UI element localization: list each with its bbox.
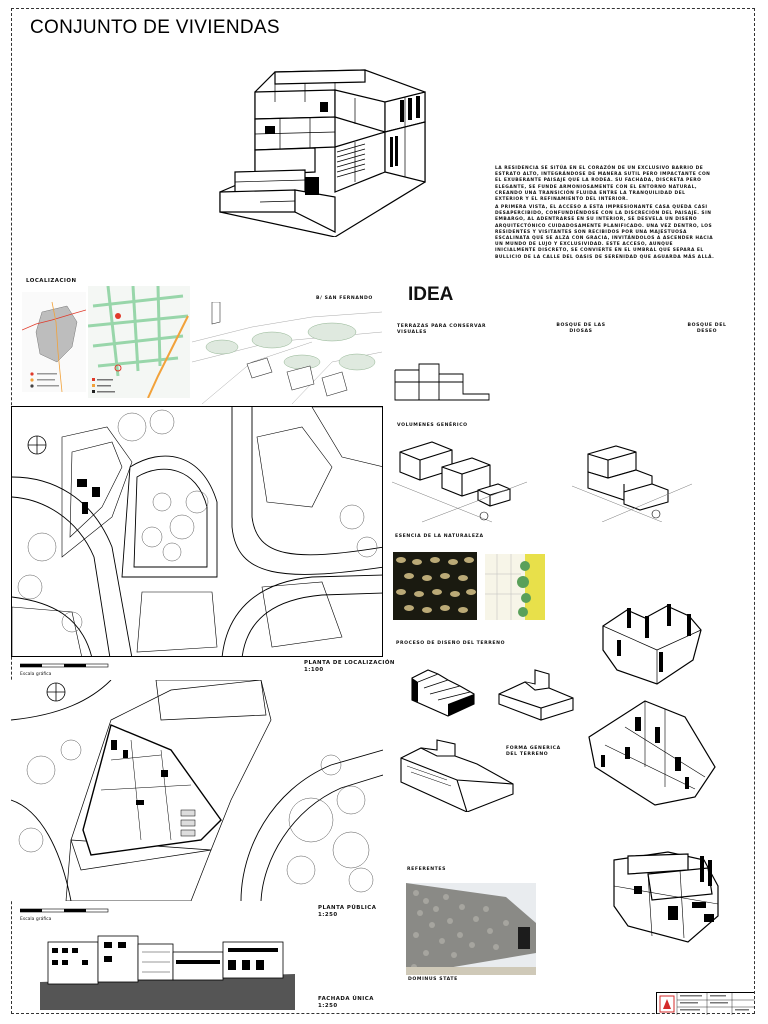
public-plan-label: PLANTA PÚBLICA	[318, 905, 377, 911]
city-map	[22, 292, 86, 392]
nature-texture-photo	[393, 552, 477, 620]
terrain-generic-sketch	[397, 736, 517, 812]
site-plan-label: PLANTA DE LOCALIZACIÓN	[304, 660, 395, 666]
terrain-process-sketch-2	[495, 664, 577, 722]
intro-paragraph-1: LA RESIDENCIA SE SITÚA EN EL CORAZÓN DE UN EXCLUSIVO BARRIO DE ESTRATO ALTO, INTEGRÁNDOSE DE MANERA SUTIL PERO IMPACTANTE CON EL EXUBERANTE PAISAJE QUE LA RODEA. SU FACHADA, DISCRETA PERO ELEGANTE, SE FUNDE ARMONIOSAMENTE CON EL ENTORNO NATURAL, CREANDO UNA TRANSICIÓN FLUIDA ENTRE LA TRANQUILIDAD DEL EXTERIOR Y EL REFINAMIENTO DEL INTERIOR.	[495, 166, 711, 203]
scale-bar-2	[20, 907, 110, 915]
facade-elevation	[40, 934, 295, 1010]
idea-heading: IDEA	[408, 284, 454, 305]
scale-label-1: Escala gráfica	[20, 672, 52, 677]
facade-scale: 1:250	[318, 1003, 338, 1009]
generic-volumes-sketch-2	[572, 440, 692, 522]
green-wall-photo	[485, 554, 545, 620]
facade-label: FACHADA ÚNICA	[318, 996, 374, 1002]
page-title: CONJUNTO DE VIVIENDAS	[30, 17, 280, 38]
localizacion-heading: LOCALIZACION	[26, 278, 77, 284]
public-floor-plan	[11, 680, 383, 901]
volumenes-label: VOLUMENES GENÉRICO	[397, 423, 468, 428]
referentes-label: REFERENTES	[407, 867, 447, 872]
intro-paragraph-2: A PRIMERA VISTA, EL ACCESO A ESTA IMPRESIONANTE CASA QUEDA CASI DESAPERCIBIDO, CONFUNDIÉNDOSE CON LA DISCRECIÓN DEL PAISAJE. SIN EMBARGO, AL ADENTRARSE EN SU INTERIOR, SE DESVELA UN DISEÑO ARQUITECTÓNICO CUIDADOSAMENTE PLANIFICADO. UNA VEZ DENTRO, LOS RESIDENTES Y VISITANTES SON RECIBIDOS POR UNA MAJESTUOSA ESCALINATA QUE SE ALZA CON GRACIA, INVITÁNDOLOS A ASCENDER HACIA UN MUNDO DE LUJO Y EXCLUSIVIDAD. ESTE ACCESO, AUNQUE INICIALMENTE DISCRETO, SE CONVIERTE EN EL UMBRAL QUE SEPARA EL BULLICIO DE LA CALLE DEL OASIS DE SERENIDAD QUE AGUARDA MÁS ALLÁ.	[495, 205, 715, 260]
forma-generica-label: FORMA GENERICA DEL TERRENO	[506, 746, 561, 757]
bosque-deseo-label: BOSQUE DEL DESEO	[687, 323, 727, 334]
neighborhood-map	[88, 286, 190, 398]
terrain-volume-sketch-middle	[585, 697, 720, 807]
main-axonometric-drawing	[215, 62, 465, 237]
proceso-label: PROCESO DE DISEÑO DEL TERRENO	[396, 641, 506, 646]
place-label: B/ SAN FERNANDO	[316, 296, 373, 301]
terrain-process-sketch-1	[408, 664, 480, 720]
generic-volumes-sketch-1	[392, 432, 527, 524]
scale-bar-1	[20, 662, 110, 670]
final-house-axonometric	[608, 846, 732, 946]
terrazas-label: TERRAZAS PARA CONSERVAR VISUALES	[397, 324, 487, 335]
title-block	[656, 992, 754, 1014]
public-plan-scale: 1:250	[318, 912, 338, 918]
site-plan-scale: 1:100	[304, 667, 324, 673]
terrain-volume-sketch-top	[597, 600, 707, 688]
dominus-label: DOMINUS STATE	[408, 977, 458, 982]
bosque-diosas-label: BOSQUE DE LAS DIOSAS	[556, 323, 606, 334]
site-plan-drawing	[11, 406, 383, 657]
aerial-3d-view	[192, 302, 382, 404]
scale-label-2: Escala gráfica	[20, 917, 52, 922]
esencia-label: ESENCIA DE LA NATURALEZA	[395, 534, 484, 539]
terraces-section-sketch	[393, 360, 493, 404]
university-logo-icon	[660, 996, 674, 1012]
dominus-reference-photo	[406, 883, 536, 975]
